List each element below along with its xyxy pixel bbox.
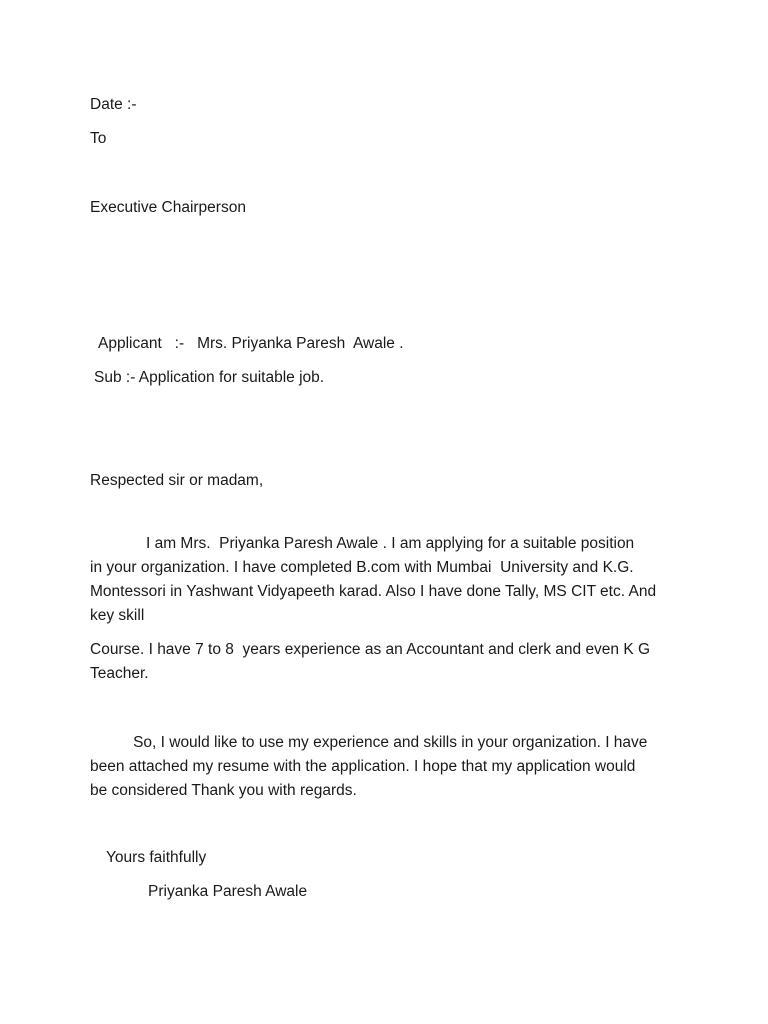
body-paragraph-2-line: Teacher. xyxy=(90,665,149,682)
recipient-line: Executive Chairperson xyxy=(90,199,246,216)
body-paragraph-3-line: been attached my resume with the application. I hope that my application would xyxy=(90,758,636,775)
date-line: Date :- xyxy=(90,96,137,113)
body-paragraph-3 xyxy=(90,731,647,803)
body-paragraph-2-line: Course. I have 7 to 8 years experience as an Accountant and clerk and even K G xyxy=(90,641,651,658)
body-paragraph-1-line: I am Mrs. Priyanka Paresh Awale . I am applying for a suitable position xyxy=(90,535,635,552)
body-paragraph-1-line: Montessori in Yashwant Vidyapeeth karad. Also I have done Tally, MS CIT etc. And xyxy=(90,583,657,600)
body-paragraph-1-line: in your organization. I have completed B.com with Mumbai University and K.G. xyxy=(90,559,634,576)
body-paragraph-1-line: key skill xyxy=(90,607,145,624)
body-paragraph-3-line: be considered Thank you with regards. xyxy=(90,782,357,799)
body-paragraph-1 xyxy=(90,532,656,628)
signature-name: Priyanka Paresh Awale xyxy=(148,883,308,900)
applicant-line: Applicant :- Mrs. Priyanka Paresh Awale . xyxy=(98,335,404,352)
closing-line: Yours faithfully xyxy=(106,849,207,866)
to-line: To xyxy=(90,130,107,147)
body-paragraph-3-line: So, I would like to use my experience and skills in your organization. I have xyxy=(90,734,648,751)
subject-line: Sub :- Application for suitable job. xyxy=(94,369,325,386)
body-paragraph-2 xyxy=(90,638,650,686)
salutation: Respected sir or madam, xyxy=(90,472,264,489)
